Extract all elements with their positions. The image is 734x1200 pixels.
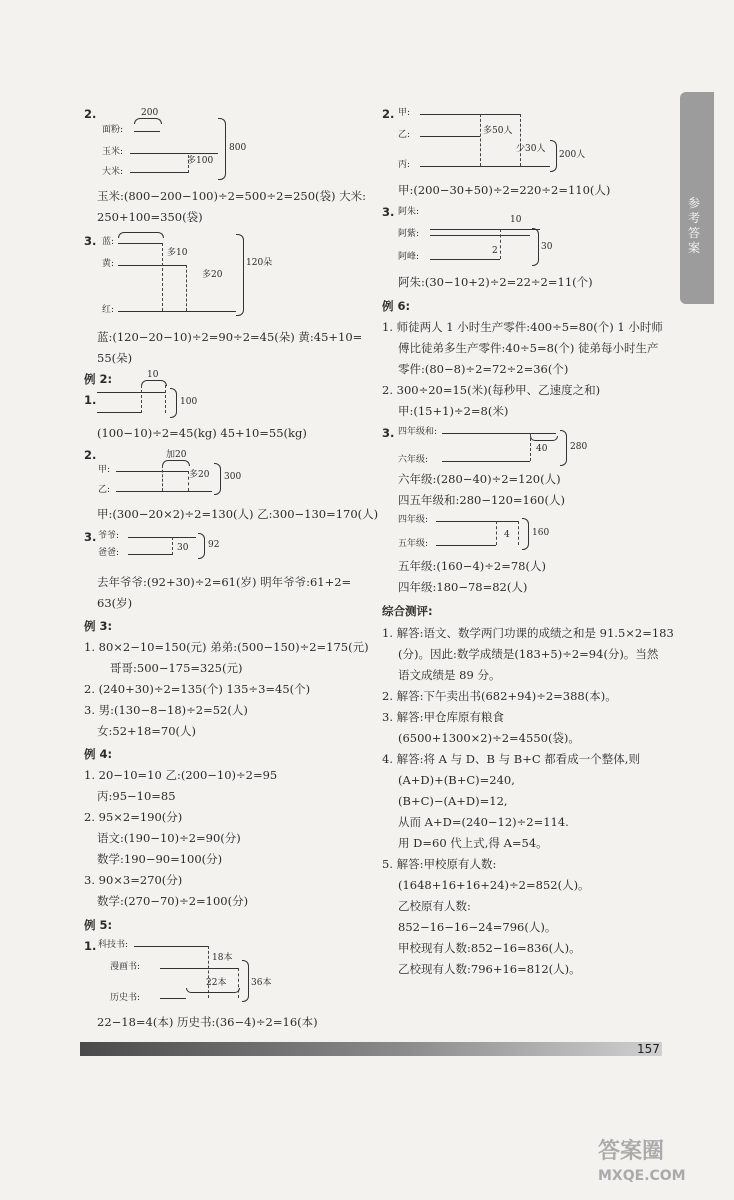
side-tab-label: 参考答案 [688, 196, 701, 255]
diagram-label: 爸爸: [98, 548, 120, 558]
answer-line: 22−18=4(本) 历史书:(36−4)÷2=16(本) [97, 1015, 318, 1029]
answer-line: 五年级:(160−4)÷2=78(人) [398, 559, 546, 573]
diagram-line [134, 946, 208, 947]
diagram-brace [560, 430, 567, 466]
section-heading: 综合测评: [382, 604, 433, 618]
diagram-brace [236, 234, 244, 316]
diagram-label: 甲: [398, 108, 411, 118]
diagram-brace [530, 436, 558, 441]
diagram-label: 阿朱: [398, 207, 420, 217]
answer-line: (1648+16+16+24)÷2=852(人)。 [398, 878, 590, 892]
answer-line: 3. 解答:甲仓库原有粮食 [382, 710, 505, 724]
diagram-label: 10 [147, 370, 159, 380]
answer-line: 乙校原有人数: [398, 899, 471, 913]
answer-line: 3. 90×3=270(分) [84, 873, 183, 887]
diagram-label: 阿紫: [398, 229, 420, 239]
diagram-dash [162, 243, 163, 311]
diagram-label: 大米: [102, 167, 124, 177]
diagram-label: 92 [208, 540, 220, 550]
diagram-label: 历史书: [110, 993, 141, 1003]
diagram-brace [550, 140, 557, 172]
diagram-line [116, 471, 188, 472]
answer-line: (100−10)÷2=45(kg) 45+10=55(kg) [97, 426, 307, 440]
diagram-label: 乙: [398, 130, 411, 140]
answer-line: 55(朵) [97, 351, 133, 365]
diagram-label: 科技书: [98, 940, 129, 950]
example-heading: 例 2: [84, 372, 113, 386]
answer-line: 哥哥:500−175=325(元) [110, 661, 243, 675]
diagram-label: 280 [570, 442, 588, 452]
example-heading: 例 5: [84, 918, 113, 932]
diagram-label: 120朵 [246, 258, 273, 268]
diagram-label: 30 [177, 543, 189, 553]
diagram-line [130, 153, 218, 154]
diagram-label: 300 [224, 472, 242, 482]
diagram-label: 多10 [167, 248, 188, 258]
diagram-label: 4 [504, 530, 510, 540]
diagram-line [128, 554, 172, 555]
diagram-line [97, 412, 141, 413]
answer-line: 4. 解答:将 A 与 D、B 与 B+C 都看成一个整体,则 [382, 752, 640, 766]
footer-bar [80, 1042, 662, 1056]
diagram-line [442, 461, 530, 462]
answer-line: 四五年级和:280−120=160(人) [398, 493, 565, 507]
item-number: 3. [382, 205, 395, 219]
answer-line: 用 D=60 代上式,得 A=54。 [398, 836, 548, 850]
diagram-line [430, 259, 500, 260]
diagram-brace [162, 460, 190, 466]
item-number: 2. [382, 107, 395, 121]
diagram-dash [141, 385, 142, 413]
diagram-label: 乙: [98, 485, 111, 495]
side-tab [680, 92, 714, 304]
answer-line: 63(岁) [97, 596, 133, 610]
diagram-label: 30 [541, 242, 553, 252]
diagram-dash [165, 385, 166, 413]
answer-line: 甲:(200−30+50)÷2=220÷2=110(人) [398, 183, 611, 197]
diagram-dash [188, 155, 189, 173]
diagram-brace [141, 380, 167, 386]
diagram-line [430, 229, 540, 230]
diagram-line [436, 521, 518, 522]
answer-line: 乙校现有人数:796+16=812(人)。 [398, 962, 581, 976]
answer-line: 数学:(270−70)÷2=100(分) [97, 894, 249, 908]
example-heading: 例 4: [84, 747, 113, 761]
diagram-label: 800 [229, 143, 247, 153]
answer-line: 丙:95−10=85 [97, 789, 176, 803]
diagram-brace [198, 533, 205, 559]
diagram-label: 漫画书: [110, 962, 141, 972]
answer-line: 1. 解答:语文、数学两门功课的成绩之和是 91.5×2=183 [382, 626, 674, 640]
diagram-label: 36本 [251, 978, 272, 988]
diagram-line [420, 166, 550, 167]
diagram-dash [162, 465, 163, 491]
watermark-url: MXQE.COM [598, 1168, 686, 1184]
answer-line: (6500+1300×2)÷2=4550(袋)。 [398, 731, 580, 745]
answer-line: 1. 师徒两人 1 小时生产零件:400÷5=80(个) 1 小时师 [382, 320, 663, 334]
answer-line: 蓝:(120−20−10)÷2=90÷2=45(朵) 黄:45+10= [97, 330, 363, 344]
diagram-line [128, 537, 196, 538]
diagram-dash [480, 114, 481, 166]
diagram-label: 玉米: [102, 147, 124, 157]
diagram-label: 丙: [398, 160, 411, 170]
answer-line: 阿朱:(30−10+2)÷2=22÷2=11(个) [398, 275, 593, 289]
diagram-label: 爷爷: [98, 531, 120, 541]
answer-line: 2. 300÷20=15(米)(每秒甲、乙速度之和) [382, 383, 601, 397]
diagram-label: 多50人 [483, 126, 513, 136]
item-number: 2. [84, 107, 97, 121]
answer-line: 甲校现有人数:852−16=836(人)。 [398, 941, 581, 955]
diagram-brace [134, 118, 162, 124]
diagram-brace [522, 518, 529, 550]
diagram-line [420, 114, 520, 115]
diagram-dash [518, 521, 519, 545]
answer-line: 语文:(190−10)÷2=90(分) [97, 831, 241, 845]
diagram-dash [186, 265, 187, 311]
diagram-line [160, 968, 238, 969]
answer-line: 1. 20−10=10 乙:(200−10)÷2=95 [84, 768, 278, 782]
diagram-label: 2 [492, 246, 498, 256]
diagram-line [118, 265, 186, 266]
diagram-label: 18本 [212, 953, 233, 963]
watermark-logo: 答案圈 [598, 1139, 665, 1164]
diagram-label: 多20 [202, 270, 223, 280]
item-number: 3. [84, 234, 97, 248]
diagram-label: 面粉: [102, 125, 124, 135]
answer-line: 1. 80×2−10=150(元) 弟弟:(500−150)÷2=175(元) [84, 640, 369, 654]
diagram-label: 六年级: [398, 455, 429, 465]
diagram-line [118, 311, 236, 312]
diagram-label: 多20 [189, 470, 210, 480]
diagram-brace [218, 118, 226, 180]
answer-line: 2. 解答:下午卖出书(682+94)÷2=388(本)。 [382, 689, 617, 703]
diagram-line [430, 235, 530, 236]
diagram-label: 四年级: [398, 515, 429, 525]
answer-line: 甲:(15+1)÷2=8(米) [398, 404, 509, 418]
diagram-dash [500, 229, 501, 259]
diagram-label: 蓝: [102, 237, 115, 247]
answer-line: 5. 解答:甲校原有人数: [382, 857, 497, 871]
diagram-dash [496, 521, 497, 545]
diagram-label: 五年级: [398, 539, 429, 549]
answer-line: 2. 95×2=190(分) [84, 810, 183, 824]
diagram-line [442, 433, 556, 434]
answer-line: 四年级:180−78=82(人) [398, 580, 528, 594]
answer-line: 852−16−16−24=796(人)。 [398, 920, 557, 934]
item-number: 1. [84, 939, 97, 953]
diagram-label: 多100 [187, 156, 214, 166]
diagram-brace [170, 388, 177, 418]
answer-line: 语文成绩是 89 分。 [398, 668, 501, 682]
answer-line: 3. 男:(130−8−18)÷2=52(人) [84, 703, 248, 717]
item-number: 3. [84, 530, 97, 544]
diagram-label: 黄: [102, 259, 115, 269]
diagram-brace [118, 232, 164, 238]
answer-line: 傅比徒弟多生产零件:40÷5=8(个) 徒弟每小时生产 [398, 341, 659, 355]
diagram-brace [242, 960, 249, 1002]
diagram-line [116, 491, 212, 492]
diagram-line [420, 136, 480, 137]
page-number: 157 [637, 1042, 660, 1056]
diagram-label: 100 [180, 397, 198, 407]
diagram-dash [238, 968, 239, 998]
diagram-label: 200 [141, 108, 159, 118]
diagram-label: 阿峰: [398, 252, 420, 262]
diagram-line [118, 243, 162, 244]
diagram-line [134, 131, 160, 132]
diagram-brace [214, 463, 221, 495]
answer-line: 去年爷爷:(92+30)÷2=61(岁) 明年爷爷:61+2= [97, 575, 352, 589]
diagram-label: 四年级和: [398, 427, 438, 437]
answer-line: 玉米:(800−200−100)÷2=500÷2=250(袋) 大米: [97, 189, 367, 203]
answer-line: 女:52+18=70(人) [97, 724, 197, 738]
answer-line: 甲:(300−20×2)÷2=130(人) 乙:300−130=170(人) [97, 507, 379, 521]
diagram-dash [520, 114, 521, 166]
item-number: 1. [84, 393, 97, 407]
answer-line: 六年级:(280−40)÷2=120(人) [398, 472, 561, 486]
answer-line: 数学:190−90=100(分) [97, 852, 223, 866]
diagram-label: 200人 [559, 150, 586, 160]
diagram-line [436, 545, 496, 546]
diagram-brace [186, 988, 240, 993]
diagram-line [97, 392, 165, 393]
diagram-label: 甲: [98, 465, 111, 475]
diagram-label: 22本 [206, 978, 227, 988]
answer-line: 从而 A+D=(240−12)÷2=114. [398, 815, 569, 829]
diagram-label: 红: [102, 305, 115, 315]
example-heading: 例 3: [84, 619, 113, 633]
diagram-label: 160 [532, 528, 550, 538]
answer-line: 零件:(80−8)÷2=72÷2=36(个) [398, 362, 569, 376]
diagram-dash [172, 537, 173, 555]
diagram-line [160, 998, 186, 999]
diagram-label: 40 [536, 444, 548, 454]
diagram-label: 少30人 [516, 144, 546, 154]
answer-line: (B+C)−(A+D)=12, [398, 794, 508, 808]
answer-line: (分)。因此:数学成绩是(183+5)÷2=94(分)。当然 [398, 647, 659, 661]
example-heading: 例 6: [382, 299, 411, 313]
answer-line: 250+100=350(袋) [97, 210, 203, 224]
answer-line: 2. (240+30)÷2=135(个) 135÷3=45(个) [84, 682, 311, 696]
item-number: 2. [84, 448, 97, 462]
diagram-label: 加20 [166, 450, 187, 460]
diagram-label: 10 [510, 215, 522, 225]
item-number: 3. [382, 426, 395, 440]
diagram-brace [532, 228, 539, 266]
diagram-line [130, 172, 188, 173]
answer-line: (A+D)+(B+C)=240, [398, 773, 515, 787]
